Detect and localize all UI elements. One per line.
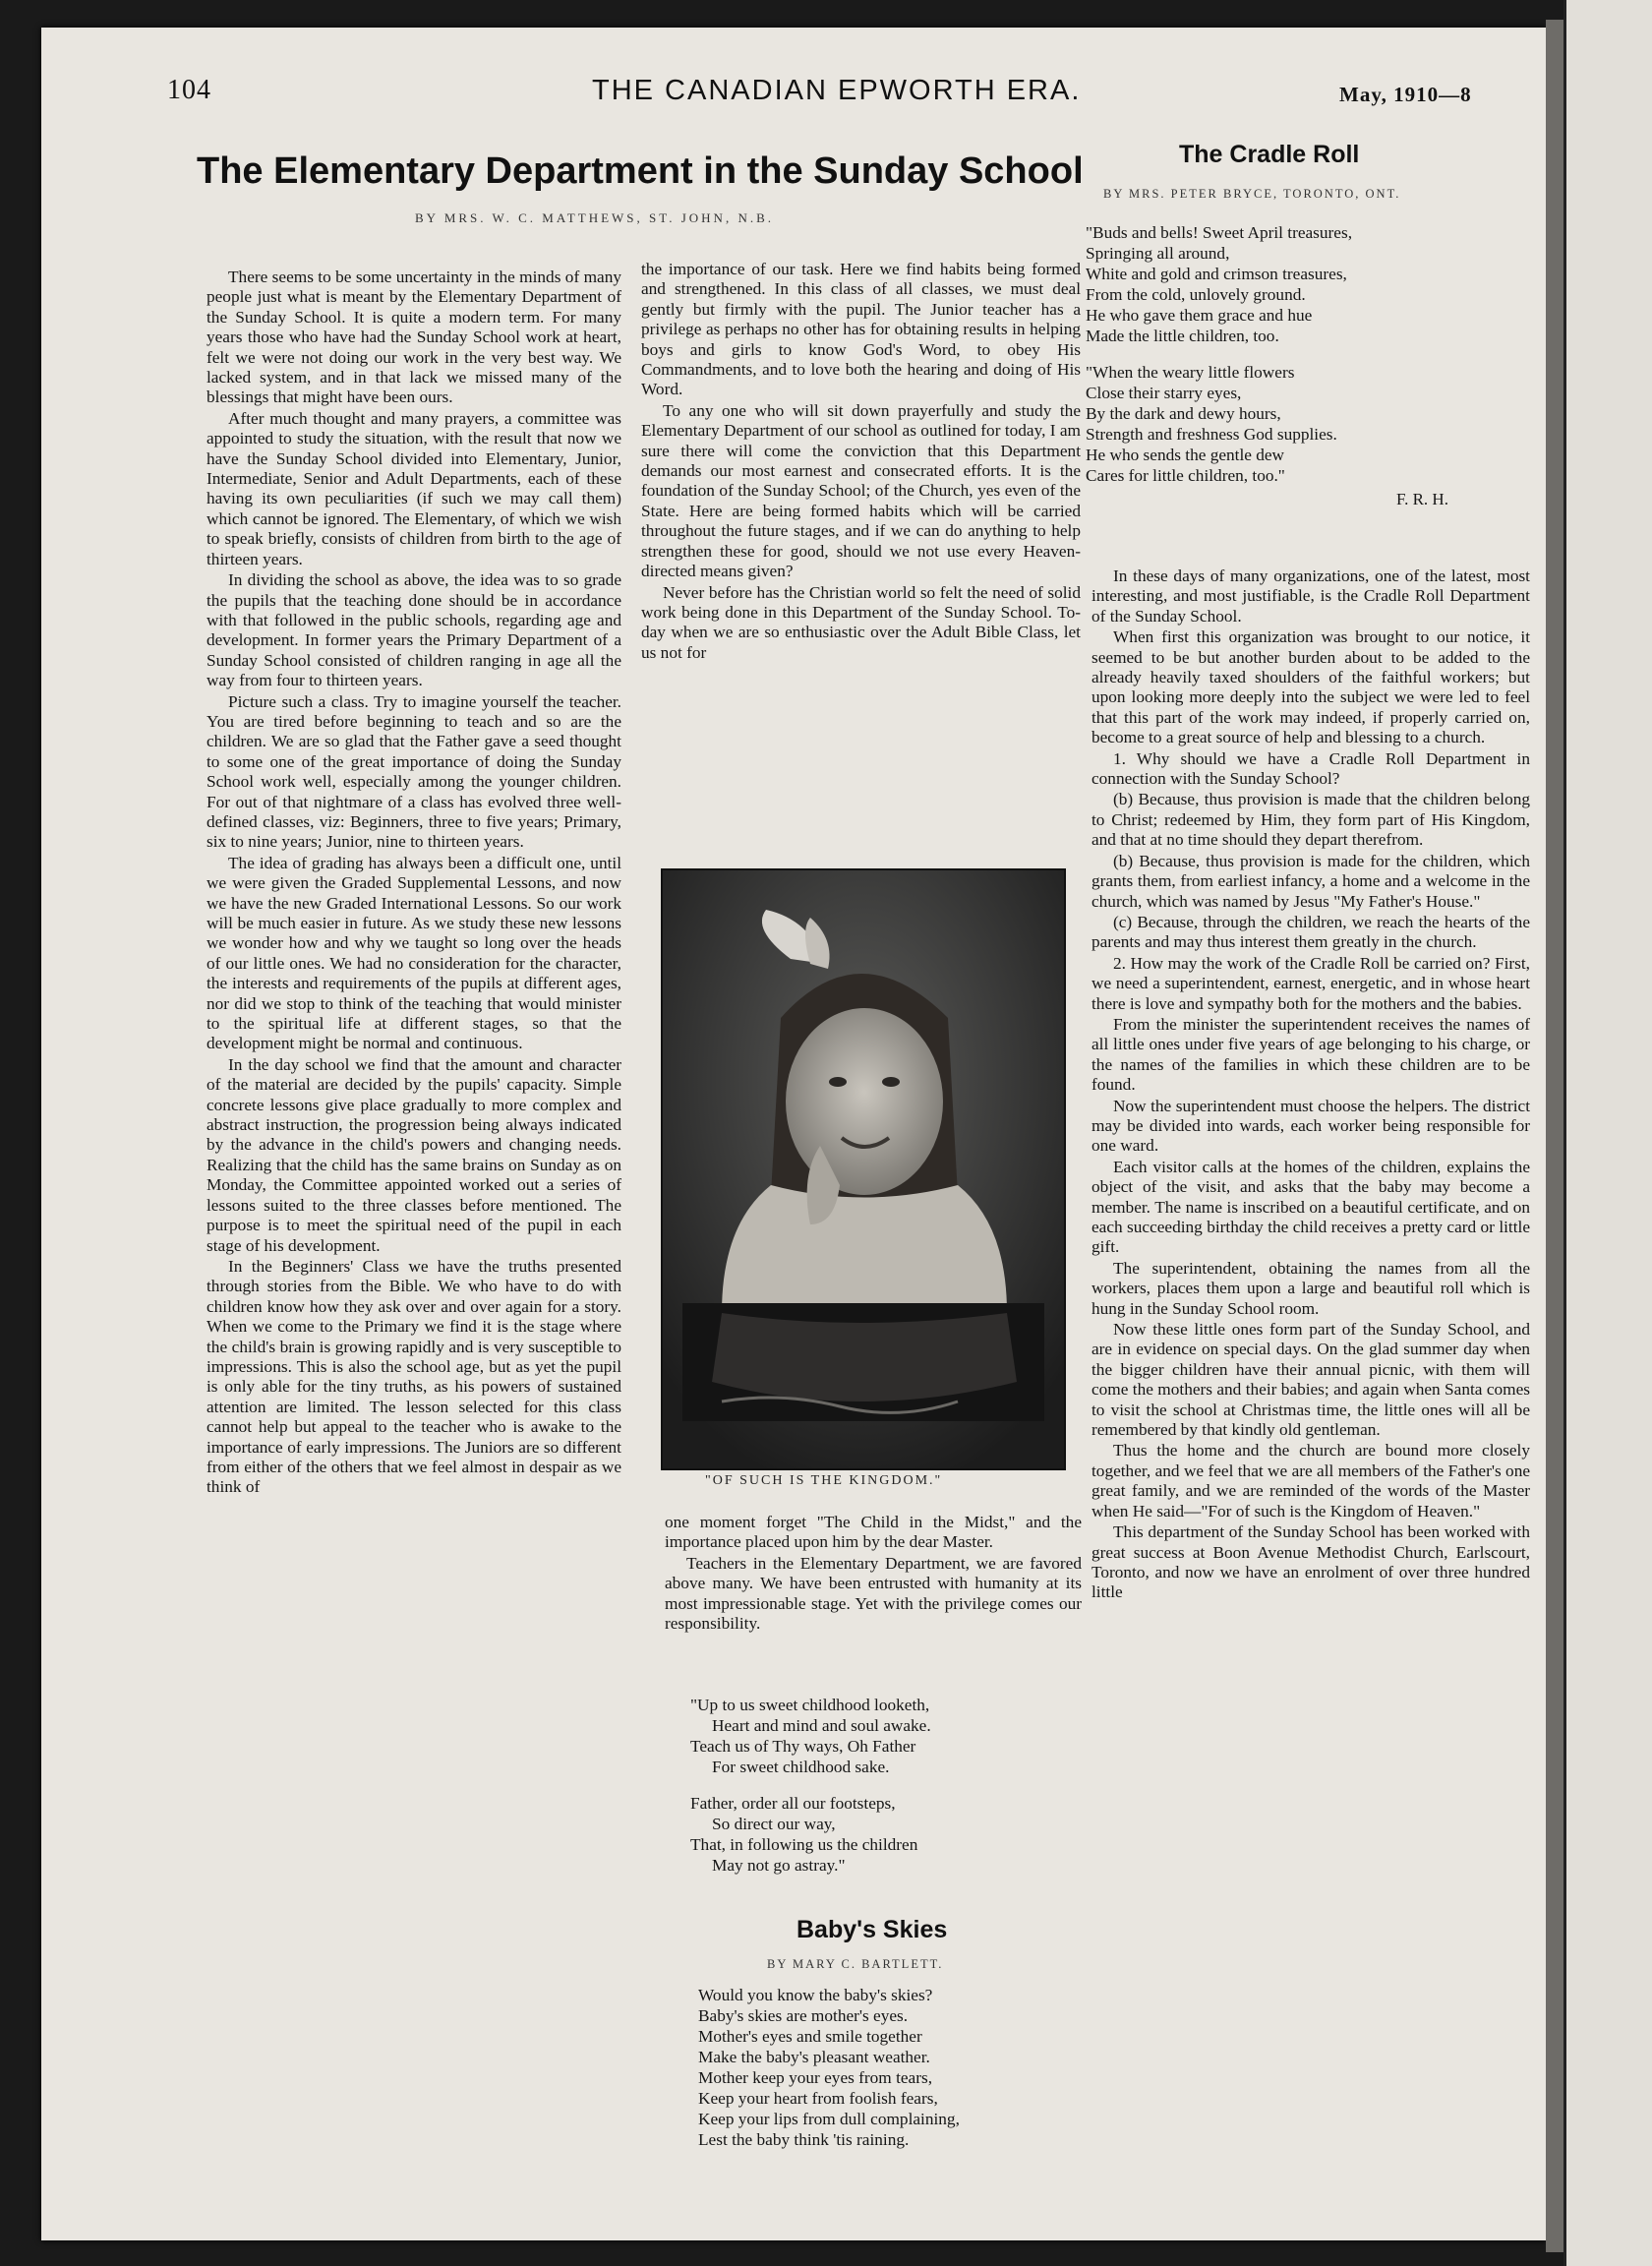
poem-line: Father, order all our footsteps, xyxy=(690,1794,896,1813)
poem-line: He who sends the gentle dew xyxy=(1086,446,1285,464)
poem-line: Cares for little children, too." xyxy=(1086,466,1285,485)
article-byline: BY MRS. W. C. MATTHEWS, ST. JOHN, N.B. xyxy=(415,210,775,225)
paragraph: (b) Because, thus provision is made that the children belong to Christ; redeemed by Him, they form part of His Kingdom, and that at no time should they depart therefrom. xyxy=(1092,790,1530,850)
poem-line: Keep your heart from foolish fears, xyxy=(698,2089,938,2108)
poem-line: By the dark and dewy hours, xyxy=(1086,404,1281,423)
paragraph: In the Beginners' Class we have the truths presented through stories from the Bible. We who have to do with children know how they ask over and over again for a story. When we come to the Primary we find it is the stage where the child's brain is growing rapidly and is very susceptible to impressions. This is also the school age, but as yet the pupil is only able for the tiny truths, as his powers of sustained attention are limited. The lesson selected for this class cannot help but appeal to the teacher who is awake to the importance of early impressions. The Juniors are so different from either of the others that we feel almost in despair as we think of xyxy=(206,1256,621,1497)
issue-date: May, 1910—8 xyxy=(1339,83,1472,106)
poem-line: Teach us of Thy ways, Oh Father xyxy=(690,1737,916,1756)
paragraph: The idea of grading has always been a difficult one, until we were given the Graded Supplemental Lessons, and now we have the new Graded International Lessons. So our work will be much easier in future. As we study these new lessons we wonder how and why we taught so long over the heads of our little ones. We had no consideration for the character, the interests and requirements of the pupils at different ages, nor did we stop to think of the teaching that would minister to the spiritual life at different stages, so that the development might be normal and continuous. xyxy=(206,853,621,1053)
article-column-2-top xyxy=(641,260,1081,664)
poem-line: May not go astray." xyxy=(712,1856,846,1875)
poem-line: "Up to us sweet childhood looketh, xyxy=(690,1696,930,1714)
photo-caption: "OF SUCH IS THE KINGDOM." xyxy=(705,1473,943,1488)
paragraph: (c) Because, through the children, we reach the hearts of the parents and may thus interest them greatly in the church. xyxy=(1092,912,1530,952)
paragraph: 2. How may the work of the Cradle Roll be carried on? First, we need a superintendent, earnest, energetic, and in whose heart there is love and sympathy both for the mothers and the babies. xyxy=(1092,953,1530,1013)
paragraph: Picture such a class. Try to imagine yourself the teacher. You are tired before beginning to teach and so are the children. We are so glad that the Father gave a seed thought to some one of the great importance of doing the Sunday School work well, especially among the younger children. For out of that nightmare of a class has evolved three well-defined classes, viz: Beginners, three to five years; Primary, six to nine years; Junior, nine to thirteen years. xyxy=(206,691,621,852)
babys-skies-poem xyxy=(698,1985,960,2150)
paragraph: 1. Why should we have a Cradle Roll Department in connection with the Sunday School? xyxy=(1092,748,1530,789)
poem-line: Mother keep your eyes from tears, xyxy=(698,2068,933,2087)
child-photograph xyxy=(661,868,1066,1470)
newspaper-page xyxy=(41,28,1546,2240)
paragraph: one moment forget "The Child in the Midst," and the importance placed upon him by the dear Master. xyxy=(665,1513,1082,1552)
poem-line: So direct our way, xyxy=(712,1815,836,1833)
cradle-roll-byline: BY MRS. PETER BRYCE, TORONTO, ONT. xyxy=(1103,187,1401,201)
poem-line: That, in following us the children xyxy=(690,1835,918,1854)
poem-line: White and gold and crimson treasures, xyxy=(1086,265,1347,283)
poem-line: Lest the baby think 'tis raining. xyxy=(698,2130,910,2149)
paragraph: Teachers in the Elementary Department, we are favored above many. We have been entrusted with humanity at its most impressionable stage. Yet with the privilege comes our responsibility. xyxy=(665,1553,1082,1634)
child-photo-image xyxy=(663,870,1064,1468)
poem-line: Baby's skies are mother's eyes. xyxy=(698,2006,909,2025)
cradle-roll-poem xyxy=(1086,222,1352,486)
babys-skies-title: Baby's Skies xyxy=(796,1916,948,1943)
poem-line: Made the little children, too. xyxy=(1086,327,1279,345)
paragraph: Never before has the Christian world so felt the need of solid work being done in this Department of the Sunday School. To-day when we are so enthusiastic over the Adult Bible Class, let us not for xyxy=(641,582,1081,662)
paragraph: Thus the home and the church are bound more closely together, and we feel that we are all members of the Father's one great family, and we are reminded of the words of the Master when He said—"For of such is the Kingdom of Heaven." xyxy=(1092,1441,1530,1521)
paragraph: From the minister the superintendent receives the names of all little ones under five years of age belonging to his charge, or the names of the families in which these children are to be found. xyxy=(1092,1014,1530,1095)
paragraph: There seems to be some uncertainty in the minds of many people just what is meant by the Elementary Department of the Sunday School. It is quite a modern term. For many years those who have had the Sunday School work at heart, felt we were not doing our work in the very best way. We lacked system, and in that lack we missed many of the blessings that might have been ours. xyxy=(206,268,621,407)
article-column-1 xyxy=(206,268,621,1499)
paragraph: the importance of our task. Here we find habits being formed and strengthened. In this class of all classes, we must deal gently but firmly with the pupil. The Junior teacher has a privilege as perhaps no other has for obtaining results in helping boys and girls to know God's Word, to obey His Commandments, and to love both the hearing and doing of His Word. xyxy=(641,260,1081,399)
poem-line: For sweet childhood sake. xyxy=(712,1758,890,1776)
paragraph: Now the superintendent must choose the helpers. The district may be divided into wards, each worker being responsible for one ward. xyxy=(1092,1096,1530,1156)
poem-line: "When the weary little flowers xyxy=(1086,363,1295,382)
article-column-2-bottom xyxy=(665,1513,1082,1635)
poem-line: From the cold, unlovely ground. xyxy=(1086,285,1306,304)
paragraph: The superintendent, obtaining the names from all the workers, places them upon a large and beautiful roll which is hung in the Sunday School room. xyxy=(1092,1258,1530,1318)
poem-signature: F. R. H. xyxy=(1396,490,1448,508)
poem-line: Keep your lips from dull complaining, xyxy=(698,2110,960,2128)
paragraph: After much thought and many prayers, a committee was appointed to study the situation, with the result that now we have the Sunday School divided into Elementary, Junior, Intermediate, Senior and Adult Departments, each of these having its own peculiarities (if such we may call them) which cannot be ignored. The Elementary, of which we wish to speak briefly, consists of children from birth to the age of thirteen years. xyxy=(206,408,621,568)
publication-title: THE CANADIAN EPWORTH ERA. xyxy=(592,75,1082,106)
poem-line: Mother's eyes and smile together xyxy=(698,2027,922,2046)
poem-line: Strength and freshness God supplies. xyxy=(1086,425,1337,444)
poem-line: Heart and mind and soul awake. xyxy=(712,1716,931,1735)
poem-line: Close their starry eyes, xyxy=(1086,384,1242,402)
paragraph: To any one who will sit down prayerfully and study the Elementary Department of our school as outlined for today, I am sure there will come the conviction that this Department demands our most earnest and consecrated efforts. It is the foundation of the Sunday School; of the Church, yes even of the State. Here are being formed habits which will be carried throughout the future stages, and if we can do anything to help strengthen these for good, should we not use every Heaven-directed means given? xyxy=(641,400,1081,581)
poem-line: Make the baby's pleasant weather. xyxy=(698,2048,930,2066)
paragraph: In these days of many organizations, one of the latest, most interesting, and most justifiable, is the Cradle Roll Department of the Sunday School. xyxy=(1092,566,1530,626)
poem-line: "Buds and bells! Sweet April treasures, xyxy=(1086,223,1353,242)
closing-poem xyxy=(690,1695,931,1876)
poem-line: Springing all around, xyxy=(1086,244,1230,263)
article-title: The Elementary Department in the Sunday School xyxy=(197,150,1084,192)
paragraph: In the day school we find that the amount and character of the material are decided by the pupils' capacity. Simple concrete lessons give place gradually to more complex and abstract instruction, the progression being always indicated by the advance in the child's powers and changing needs. Realizing that the child has the same brains on Sunday as on Monday, the Committee appointed worked out a series of lessons suited to the three classes before mentioned. The purpose is to meet the spiritual need of the pupil in each stage of his development. xyxy=(206,1054,621,1255)
paragraph: In dividing the school as above, the idea was to so grade the pupils that the teaching done should be in accordance with that followed in the public schools, regarding age and development. In former years the Primary Department of a Sunday School consisted of children ranging in age all the way from four to thirteen years. xyxy=(206,570,621,690)
page-number: 104 xyxy=(167,75,211,105)
paragraph: When first this organization was brought to our notice, it seemed to be but another burden about to be added to the already heavily taxed shoulders of the faithful workers; but upon looking more deeply into the subject we were led to feel that this part of the work may indeed, if properly carried on, become to a great source of help and blessing to a church. xyxy=(1092,627,1530,747)
cradle-roll-title: The Cradle Roll xyxy=(1179,141,1360,168)
paragraph: (b) Because, thus provision is made for the children, which grants them, from earliest infancy, a home and a welcome in the church, which was named by Jesus "My Father's House." xyxy=(1092,851,1530,911)
poem-line: He who gave them grace and hue xyxy=(1086,306,1313,325)
page-edge-shadow xyxy=(1546,20,1564,2252)
paragraph: This department of the Sunday School has been worked with great success at Boon Avenue Methodist Church, Earlscourt, Toronto, and now we have an enrolment of over three hundred little xyxy=(1092,1522,1530,1602)
babys-skies-byline: BY MARY C. BARTLETT. xyxy=(767,1957,944,1971)
paragraph: Each visitor calls at the homes of the children, explains the object of the visit, and asks that the baby may become a member. The name is inscribed on a beautiful certificate, and on each succeeding birthday the child receives a pretty card or little gift. xyxy=(1092,1157,1530,1257)
adjacent-page-edge xyxy=(1564,0,1652,2266)
paragraph: Now these little ones form part of the Sunday School, and are in evidence on special days. On the glad summer day when the bigger children have their annual picnic, with them will come the mothers and their babies; and again when Santa comes to visit the school at Christmas time, the little ones will all be remembered by that kindly old gentleman. xyxy=(1092,1320,1530,1440)
cradle-roll-column xyxy=(1092,566,1530,1604)
poem-line: Would you know the baby's skies? xyxy=(698,1986,933,2004)
